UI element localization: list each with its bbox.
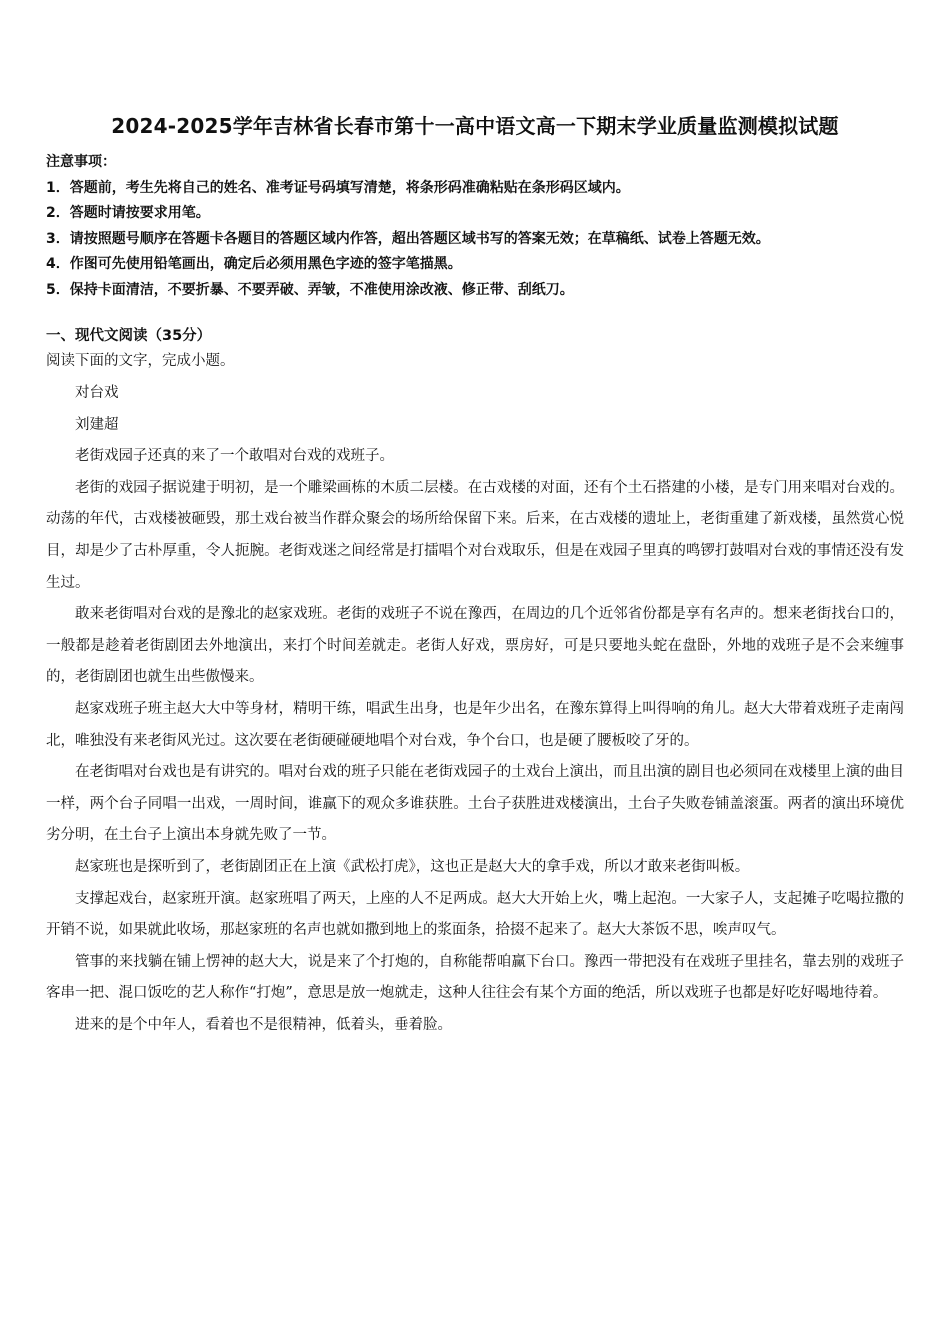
article-paragraph: 老街的戏园子据说建于明初，是一个雕梁画栋的木质二层楼。在古戏楼的对面，还有个土石搭建的小楼，是专门用来唱对台戏的。动荡的年代，古戏楼被砸毁，那土戏台被当作群众聚会的场所给保留下来。后来，在古戏楼的遗址上，老街重建了新戏楼，虽然赏心悦目，却是少了古朴厚重，令人扼腕。老街戏迷之间经常是打擂唱个对台戏取乐，但是在戏园子里真的鸣锣打鼓唱对台戏的事情还没有发生过。 <box>46 479 904 591</box>
note-item: 3．请按照题号顺序在答题卡各题目的答题区域内作答，超出答题区域书写的答案无效；在草稿纸、试卷上答题无效。 <box>46 230 770 247</box>
note-item: 1．答题前，考生先将自己的姓名、准考证号码填写清楚，将条形码准确粘贴在条形码区域内。 <box>46 179 630 196</box>
article-body <box>46 378 904 1041</box>
note-item: 2．答题时请按要求用笔。 <box>46 205 210 221</box>
article-paragraph: 管事的来找躺在铺上愣神的赵大大，说是来了个打炮的，自称能帮咱赢下台口。豫西一带把没有在戏班子里挂名，靠去别的戏班子客串一把、混口饭吃的艺人称作“打炮”，意思是放一炮就走，这种人往往会有某个方面的绝活，所以戏班子也都是好吃好喝地待着。 <box>46 953 904 1002</box>
article-paragraph: 老街戏园子还真的来了一个敢唱对台戏的戏班子。 <box>75 448 394 465</box>
article-paragraph: 在老街唱对台戏也是有讲究的。唱对台戏的班子只能在老街戏园子的土戏台上演出，而且出演的剧目也必须同在戏楼里上演的曲目一样，两个台子同唱一出戏，一周时间，谁赢下的观众多谁获胜。土台子获胜进戏楼演出，土台子失败卷铺盖滚蛋。两者的演出环境优劣分明，在土台子上演出本身就先败了一节。 <box>46 764 904 844</box>
article-paragraph: 赵家班也是探听到了，老街剧团正在上演《武松打虎》，这也正是赵大大的拿手戏，所以才敢来老街叫板。 <box>75 858 750 875</box>
reading-instruction: 阅读下面的文字，完成小题。 <box>46 353 235 369</box>
article-title: 对台戏 <box>75 385 119 401</box>
exam-title: 2024-2025学年吉林省长春市第十一高中语文高一下期末学业质量监测模拟试题 <box>111 114 839 138</box>
notes-heading: 注意事项： <box>46 154 116 170</box>
note-item: 4．作图可先使用铅笔画出，确定后必须用黑色字迹的签字笔描黑。 <box>46 256 462 272</box>
section-heading: 一、现代文阅读（35分） <box>46 328 212 344</box>
article-author: 刘建超 <box>75 416 119 433</box>
note-item: 5．保持卡面清洁，不要折暴、不要弄破、弄皱，不准使用涂改液、修正带、刮纸刀。 <box>46 281 574 298</box>
article-paragraph: 敢来老街唱对台戏的是豫北的赵家戏班。老街的戏班子不说在豫西，在周边的几个近邻省份都是享有名声的。想来老街找台口的，一般都是趁着老街剧团去外地演出，来打个时间差就走。老街人好戏，票房好，可是只要地头蛇在盘卧，外地的戏班子是不会来缠事的，老街剧团也就生出些傲慢来。 <box>46 606 904 686</box>
notes-block <box>46 150 916 303</box>
article-paragraph: 支撑起戏台，赵家班开演。赵家班唱了两天，上座的人不足两成。赵大大开始上火，嘴上起泡。一大家子人，支起摊子吃喝拉撒的开销不说，如果就此收场，那赵家班的名声也就如撒到地上的浆面条，拾掇不起来了。赵大大茶饭不思，唉声叹气。 <box>46 890 904 939</box>
article-paragraph: 赵家戏班子班主赵大大中等身材，精明干练，唱武生出身，也是年少出名，在豫东算得上叫得响的角儿。赵大大带着戏班子走南闯北，唯独没有来老街风光过。这次要在老街硬碰硬地唱个对台戏，争个台口，也是硬了腰板咬了牙的。 <box>46 700 904 749</box>
article-paragraph: 进来的是个中年人，看着也不是很精神，低着头，垂着脸。 <box>75 1016 452 1033</box>
